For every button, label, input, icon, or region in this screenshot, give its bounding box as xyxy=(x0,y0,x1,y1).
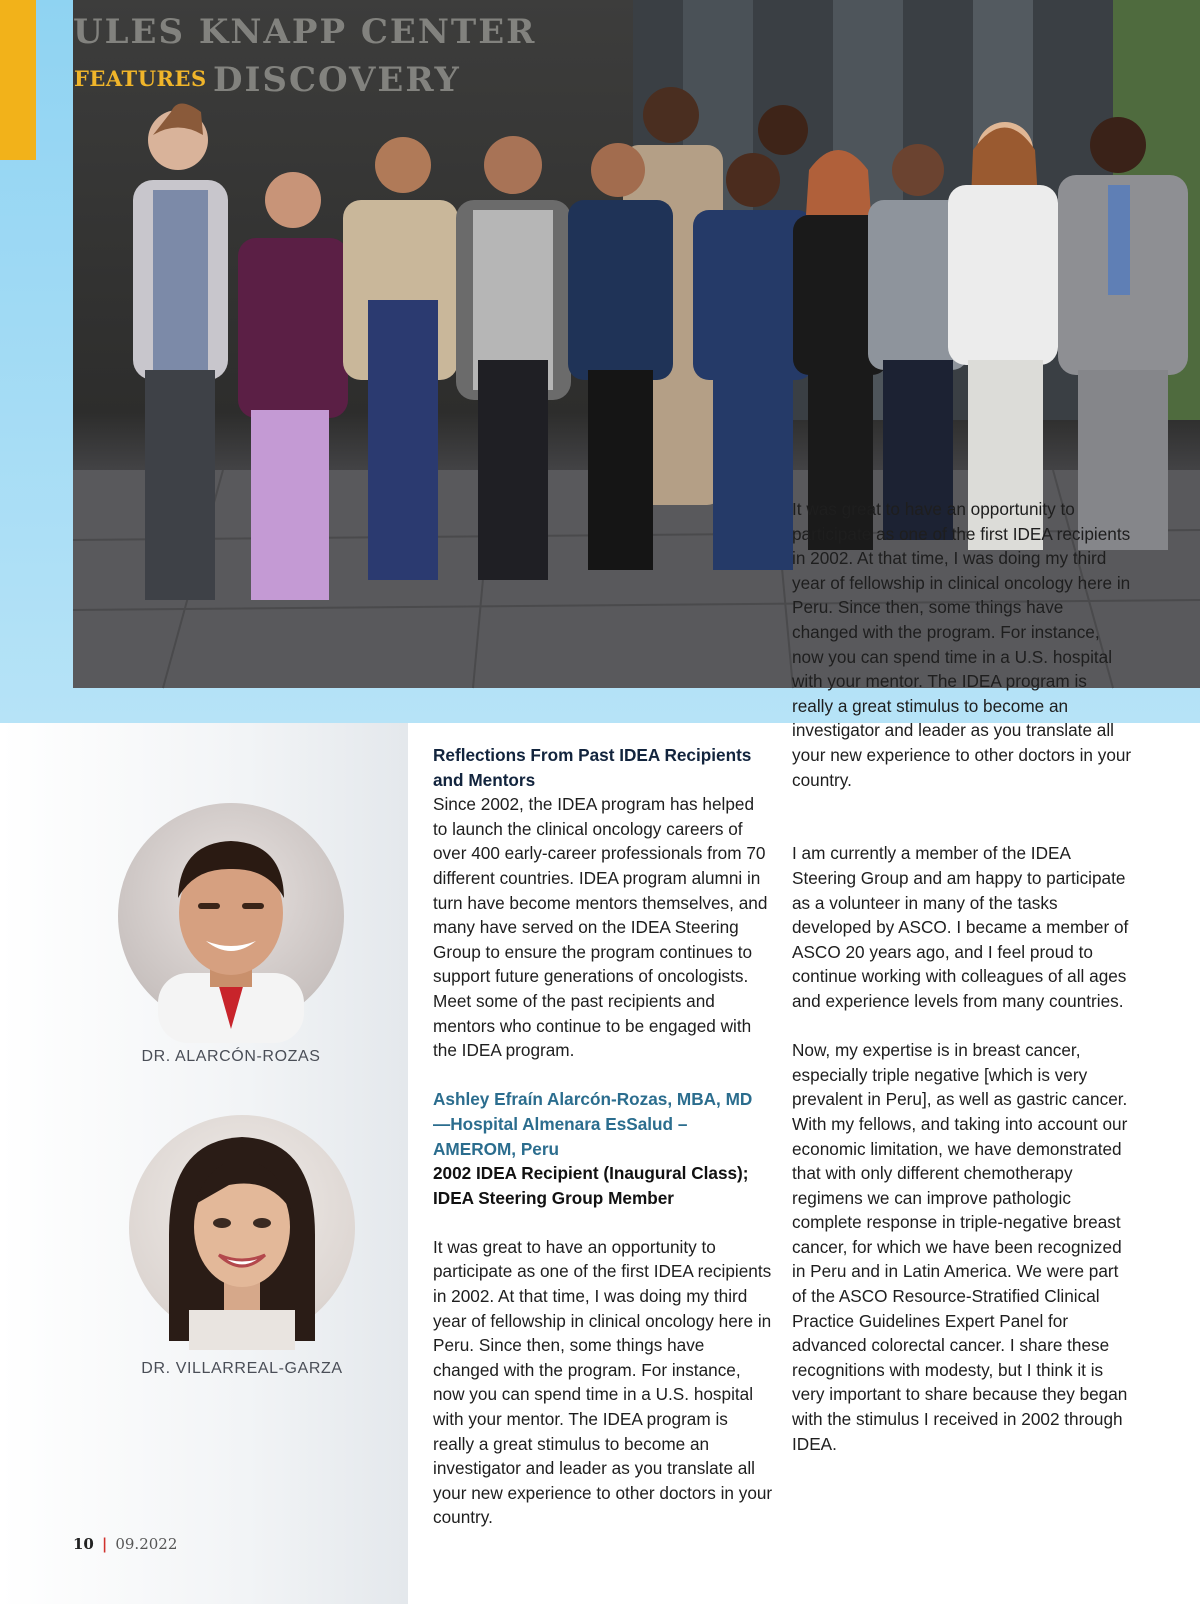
article-paragraph-2: I am currently a member of the IDEA Steering Group and am happy to participate as a volunteer in many of the tasks developed by ASCO. I became a member of ASCO 20 years ago, and I feel proud to continue working with colleagues of all ages and experience levels from many countries. xyxy=(792,843,1129,1011)
article-paragraph-3: Now, my expertise is in breast cancer, especially triple negative [which is very prevalent in Peru], as well as gastric cancer. With my fellows, and taking into account our economic limitation, we have demonstrated that with only different chemotherapy regimens we can improve pathologic complete response in triple-negative breast cancer, for which we have been recognized in Peru and in Latin America. We were part of the ASCO Resource-Stratified Clinical Practice Guidelines Expert Panel for advanced colorectal cancer. I share these recognitions with modesty, but I think it is very important to share because they began with the stimulus I received in 2002 through IDEA. xyxy=(792,1040,1128,1454)
portrait-caption: DR. VILLARREAL-GARZA xyxy=(141,1360,343,1377)
portrait-villarreal-garza xyxy=(129,1115,355,1341)
portrait-caption: DR. ALARCÓN-ROZAS xyxy=(141,1048,321,1065)
section-color-tab xyxy=(0,0,36,160)
article-paragraph-1-overflow: It was great to have an opportunity to participate as one of the first IDEA recipients in 2002. At that time, I was doing my third year of fellowship in clinical oncology here in Peru. Since then, some things have changed with the program. For instance, now you can spend time in a U.S. hospital with your mentor. The IDEA program is really a great stimulus to become an investigator and leader as you translate all your new experience to other doctors in your country. xyxy=(792,499,1132,790)
portrait-illustration xyxy=(129,1115,355,1341)
sidebar xyxy=(0,723,408,1604)
article-column-2 xyxy=(792,499,1132,1456)
page-number: 10 xyxy=(73,1535,94,1553)
folio-separator: | xyxy=(101,1535,108,1553)
page-folio xyxy=(73,1535,177,1553)
article-intro: Since 2002, the IDEA program has helped to launch the clinical oncology careers of over 400 early-career professionals from 70 different countries. IDEA program alumni in turn have become mentors themselves, and many have served on the IDEA Steering Group to ensure the program continues to support future generations of oncologists. Meet some of the past recipients and mentors who continue to be engaged with the IDEA program. xyxy=(433,794,768,1061)
article-column-1 xyxy=(433,743,773,1528)
section-label: FEATURES xyxy=(74,66,207,91)
article-paragraph-1: It was great to have an opportunity to participate as one of the first IDEA recipients in 2002. At that time, I was doing my third year of fellowship in clinical oncology here in Peru. Since then, some things have changed with the program. For instance, now you can spend time in a U.S. hospital with your mentor. The IDEA program is really a great stimulus to become an investigator and leader as you translate all your new experience to other doctors in your country. xyxy=(433,1236,773,1528)
building-sign-line-2: DISCOVERY xyxy=(213,60,461,100)
portrait-illustration xyxy=(118,803,344,1029)
issue-date: 09.2022 xyxy=(115,1535,178,1553)
portrait-alarcon-rozas xyxy=(118,803,344,1029)
article-heading: Reflections From Past IDEA Recipients and Mentors xyxy=(433,745,752,790)
paragraph-1-continuation xyxy=(792,499,1132,817)
profile-role: 2002 IDEA Recipient (Inaugural Class); IDEA Steering Group Member xyxy=(433,1163,749,1208)
building-sign-line-1: ULES KNAPP CENTER xyxy=(73,12,537,52)
profile-name: Ashley Efraín Alarcón-Rozas, MBA, MD—Hospital Almenara EsSalud – AMEROM, Peru xyxy=(433,1089,753,1159)
